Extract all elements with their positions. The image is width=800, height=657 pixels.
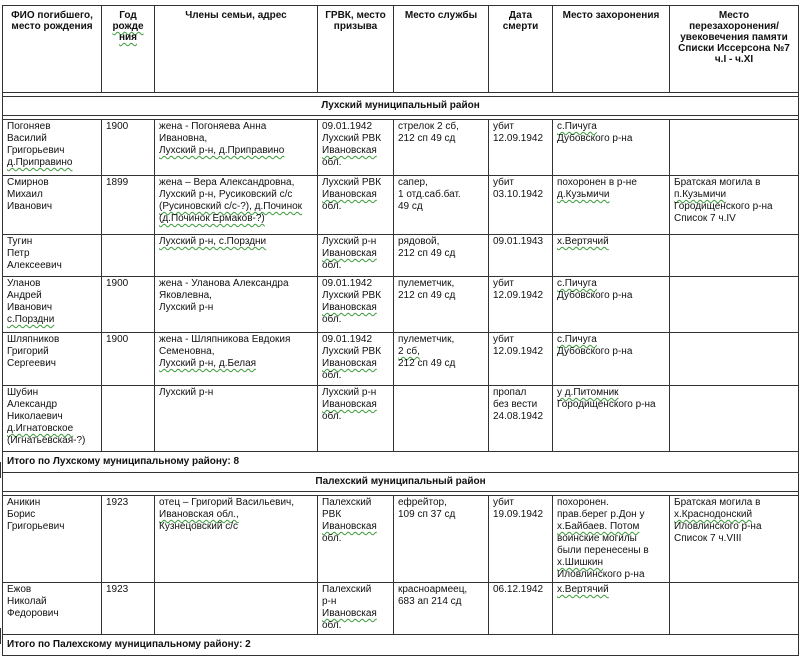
grvk-cell: Палехский р-н Ивановская обл.	[318, 583, 394, 635]
table-row	[3, 583, 799, 635]
death-cell: убит 12.09.1942	[489, 333, 553, 386]
table-row	[3, 176, 799, 235]
grvk-cell: Палехский РВК Ивановская обл.	[318, 496, 394, 583]
table-row	[3, 496, 799, 583]
family-cell: отец – Григорий Васильевич, Ивановская обл., Кузнецовский с/с	[155, 496, 318, 583]
table-row	[3, 277, 799, 333]
fio-cell: Шубин Александр Николаевич д.Игнатовское (Игнатьевская-?)	[3, 386, 102, 452]
death-cell: убит 12.09.1942	[489, 120, 553, 176]
memorial-cell: Братская могила в х.Краснодонский Иловлинского р-на Список 7 ч.VIII	[670, 496, 799, 583]
district-title: Лухский муниципальный район	[3, 97, 799, 116]
fio-cell: Уланов Андрей Иванович с.Порздни	[3, 277, 102, 333]
burial-cell: с.Пичуга Дубовского р-на	[553, 120, 670, 176]
memorial-cell	[670, 277, 799, 333]
family-cell: Лухский р-н, с.Порздни	[155, 235, 318, 277]
fio-cell: Шляпников Григорий Сергеевич	[3, 333, 102, 386]
header-grvk: ГРВК, место призыва	[318, 6, 394, 93]
year-cell: 1923	[102, 583, 155, 635]
grvk-cell: 09.01.1942 Лухский РВК Ивановская обл.	[318, 333, 394, 386]
service-cell: пулеметчик, 2 сб, 212 сп 49 сд	[394, 333, 489, 386]
grvk-cell: Лухский р-н Ивановская обл.	[318, 235, 394, 277]
memorial-cell	[670, 235, 799, 277]
memorial-cell: Братская могила в п.Кузьмичи Городищенского р-на Список 7 ч.IV	[670, 176, 799, 235]
page-edge-mark	[0, 462, 1, 478]
service-cell	[394, 386, 489, 452]
death-cell: 06.12.1942	[489, 583, 553, 635]
family-cell: жена – Вера Александровна, Лухский р-н, Русиковский с/с (Русиновский с/с-?), д.Починок (д.Починок Ермаков-?)	[155, 176, 318, 235]
family-cell: Лухский р-н	[155, 386, 318, 452]
family-cell: жена - Уланова Александра Яковлевна, Лухский р-н	[155, 277, 318, 333]
header-row	[3, 6, 799, 93]
service-cell: сапер, 1 отд.саб.бат. 49 сд	[394, 176, 489, 235]
district-total: Итого по Лухскому муниципальному району: 8	[3, 452, 799, 473]
service-cell: ефрейтор, 109 сп 37 сд	[394, 496, 489, 583]
grvk-cell: 09.01.1942 Лухский РВК Ивановская обл.	[318, 277, 394, 333]
header-service: Место службы	[394, 6, 489, 93]
header-burial: Место захоронения	[553, 6, 670, 93]
death-cell: убит 19.09.1942	[489, 496, 553, 583]
year-cell	[102, 386, 155, 452]
year-cell: 1900	[102, 120, 155, 176]
burial-cell: у д.Питомник Городищенского р-на	[553, 386, 670, 452]
district-header-row	[3, 97, 799, 116]
header-fio: ФИО погибшего, место рождения	[3, 6, 102, 93]
fio-cell: Погоняев Василий Григорьевич д.Приправино	[3, 120, 102, 176]
service-cell: красноармеец, 683 ап 214 сд	[394, 583, 489, 635]
district-total-row	[3, 452, 799, 473]
grvk-cell: Лухский р-н Ивановская обл.	[318, 386, 394, 452]
header-family: Члены семьи, адрес	[155, 6, 318, 93]
service-cell: стрелок 2 сб, 212 сп 49 сд	[394, 120, 489, 176]
table-row	[3, 386, 799, 452]
fio-cell: Ежов Николай Федорович	[3, 583, 102, 635]
service-cell: рядовой, 212 сп 49 сд	[394, 235, 489, 277]
burial-cell: х.Вертячий	[553, 583, 670, 635]
family-cell: жена - Шляпникова Евдокия Семеновна, Лухский р-н, д.Белая	[155, 333, 318, 386]
fio-cell: Тугин Петр Алексеевич	[3, 235, 102, 277]
memorial-cell	[670, 386, 799, 452]
memorial-cell	[670, 333, 799, 386]
table-row	[3, 333, 799, 386]
table-row	[3, 120, 799, 176]
grvk-cell: Лухский РВК Ивановская обл.	[318, 176, 394, 235]
fio-cell: Смирнов Михаил Иванович	[3, 176, 102, 235]
memorial-cell	[670, 120, 799, 176]
year-cell: 1899	[102, 176, 155, 235]
death-cell: убит 12.09.1942	[489, 277, 553, 333]
header-memorial: Место перезахоронения/ увековечения памяти Списки Иссерсона №7 ч.I - ч.XI	[670, 6, 799, 93]
district-header-row	[3, 473, 799, 492]
death-cell: пропал без вести 24.08.1942	[489, 386, 553, 452]
burial-cell: с.Пичуга Дубовского р-на	[553, 277, 670, 333]
burial-cell: похоронен в р-не д.Кузьмичи	[553, 176, 670, 235]
year-cell	[102, 235, 155, 277]
year-cell: 1900	[102, 333, 155, 386]
fio-cell: Аникин Борис Григорьевич	[3, 496, 102, 583]
grvk-cell: 09.01.1942 Лухский РВК Ивановская обл.	[318, 120, 394, 176]
family-cell	[155, 583, 318, 635]
year-cell: 1923	[102, 496, 155, 583]
burial-cell: с.Пичуга Дубовского р-на	[553, 333, 670, 386]
memorial-cell	[670, 583, 799, 635]
death-cell: 09.01.1943	[489, 235, 553, 277]
death-cell: убит 03.10.1942	[489, 176, 553, 235]
header-death-date: Дата смерти	[489, 6, 553, 93]
burial-cell: х.Вертячий	[553, 235, 670, 277]
memorial-register-table	[2, 5, 799, 656]
service-cell: пулеметчик, 212 сп 49 сд	[394, 277, 489, 333]
district-total: Итого по Палехскому муниципальному району: 2	[3, 635, 799, 656]
page-edge-mark	[0, 628, 1, 644]
family-cell: жена - Погоняева Анна Ивановна, Лухский р-н, д.Приправино	[155, 120, 318, 176]
district-total-row	[3, 635, 799, 656]
header-birth-year: Год рожде ния	[102, 6, 155, 93]
district-title: Палехский муниципальный район	[3, 473, 799, 492]
year-cell: 1900	[102, 277, 155, 333]
table-row	[3, 235, 799, 277]
burial-cell: похоронен. прав.берег р.Дон у х.Байбаев. Потом воинские могилы были перенесены в х.Шишкин Иловлинского р-на	[553, 496, 670, 583]
